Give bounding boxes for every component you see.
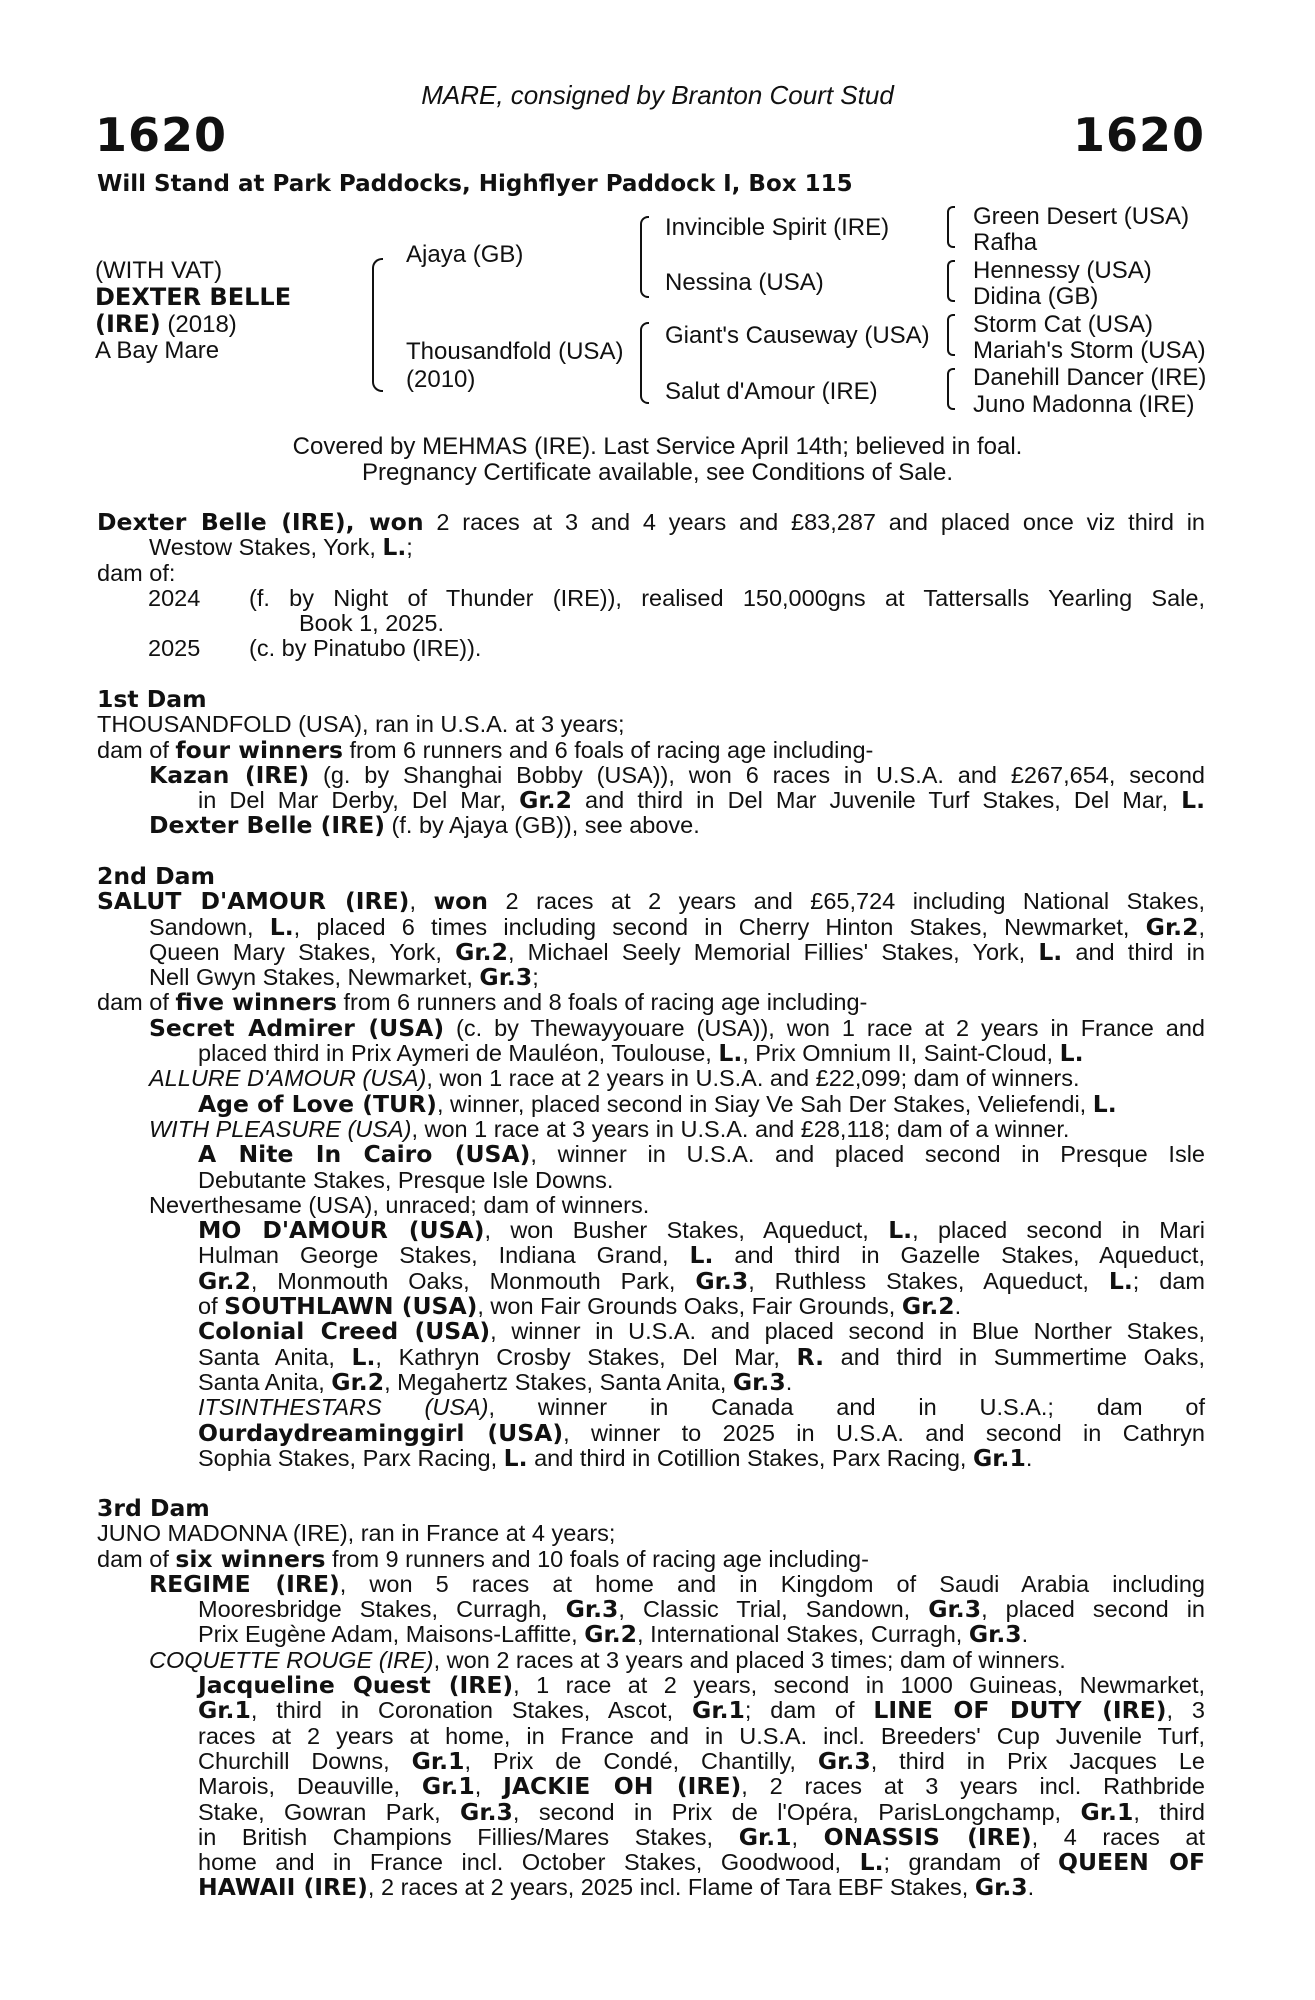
dam2-line — [97, 1395, 1205, 1420]
text: . — [785, 1368, 793, 1395]
year-2024: 2024 — [148, 584, 201, 611]
dam2-line — [97, 937, 1205, 966]
bold-text: Gr.1 — [421, 1772, 475, 1801]
bold-text: Ourdaydreaminggirl (USA) — [198, 1418, 564, 1447]
text: JUNO MADONNA (IRE), ran in France at 4 years; — [97, 1520, 616, 1547]
text: and third in Summertime Oaks, — [824, 1343, 1205, 1370]
text: , International Stakes, Curragh, — [637, 1621, 969, 1648]
dam2-line — [97, 1142, 1205, 1167]
text: ; — [532, 964, 539, 991]
text: Prix Eugène Adam, Maisons-Laffitte, — [198, 1621, 585, 1648]
text: and third in — [1062, 938, 1205, 965]
horse-suffix-year — [95, 310, 237, 339]
bold-text: Gr.2 — [1145, 912, 1199, 941]
text: , Monmouth Oaks, Monmouth Park, — [250, 1267, 696, 1294]
text: Sophia Stakes, Parx Racing, — [198, 1444, 504, 1471]
third-dam-section — [97, 1496, 1205, 1901]
text: , Classic Trial, Sandown, — [618, 1596, 929, 1623]
text: , second in Prix de l'Opéra, ParisLongchamp, — [512, 1798, 1081, 1825]
dam-sire: Giant's Causeway (USA) — [665, 322, 930, 349]
dam3-line — [97, 1797, 1206, 1826]
text: , third in Coronation Stakes, Ascot, — [250, 1697, 693, 1724]
dam2-line — [97, 1294, 1205, 1319]
produce-section — [97, 510, 1205, 662]
text: . — [1025, 1444, 1033, 1471]
text: , 4 races at — [1031, 1823, 1206, 1850]
year-2025: 2025 — [148, 635, 201, 662]
text: , won Busher Stakes, Aqueduct, — [484, 1217, 889, 1244]
bold-text: Gr.3 — [817, 1746, 871, 1775]
dam2-line — [97, 889, 1205, 914]
dam3-line — [97, 1875, 1205, 1900]
produce-line-2 — [97, 535, 1205, 560]
sire-sire-sire: Green Desert (USA) — [973, 203, 1190, 230]
third-dam-lines — [97, 1521, 1205, 1900]
text: and third in Gazelle Stakes, Aqueduct, — [713, 1242, 1205, 1269]
b: Kazan (IRE) — [149, 760, 310, 789]
text: Neverthesame (USA), unraced; dam of winners. — [149, 1191, 650, 1218]
first-dam-line-5 — [97, 813, 1205, 838]
text: ; dam of — [744, 1697, 874, 1724]
dam2-line — [97, 990, 1205, 1015]
bold-text: Gr.3 — [968, 1620, 1022, 1649]
pedigree-brace-4b — [947, 260, 955, 302]
bold-text: L. — [1108, 1266, 1133, 1295]
sire-sire-dam: Rafha — [973, 229, 1038, 256]
text: and third in Cotillion Stakes, Parx Racing, — [527, 1444, 973, 1471]
dam3-line — [97, 1724, 1205, 1749]
dam2-line — [97, 1041, 1205, 1066]
text: , won Fair Grounds Oaks, Fair Grounds, — [477, 1293, 902, 1320]
dam3-line — [97, 1544, 1205, 1573]
produce-text: 2 races at 3 and 4 years and £83,287 and placed once viz third in — [436, 509, 1205, 535]
t: dam of — [97, 736, 176, 763]
first-dam-heading: 1st Dam — [97, 685, 207, 713]
dam-sire-sire: Storm Cat (USA) — [973, 311, 1154, 338]
pedigree-brace-4d — [947, 368, 955, 410]
text: Mooresbridge Stakes, Curragh, — [198, 1596, 566, 1623]
text: , won 5 races at home and in Kingdom of Saudi Arabia including — [339, 1570, 1205, 1597]
bold-text: A Nite In Cairo (USA) — [198, 1140, 531, 1169]
produce-race: Westow Stakes, York, — [149, 534, 383, 561]
text: , winner to 2025 in U.S.A. and second in Cathryn — [563, 1419, 1205, 1446]
bold-text: Gr.3 — [565, 1595, 619, 1624]
produce-2024-cont: Book 1, 2025. — [299, 610, 445, 637]
text: Stake, Gowran Park, — [198, 1798, 461, 1825]
dam3-line — [97, 1648, 1205, 1673]
pedigree-brace-main — [372, 258, 383, 392]
bold-text: REGIME (IRE) — [149, 1569, 340, 1598]
bold-text: JACKIE OH (IRE) — [503, 1772, 742, 1801]
bold-text: won — [433, 887, 489, 916]
bold-text: Gr.2 — [331, 1367, 385, 1396]
text: ; dam — [1132, 1267, 1205, 1294]
text: , — [409, 888, 434, 915]
pedigree-brace-dam — [640, 322, 649, 404]
text: , winner, placed second in Siay Ve Sah Der Stakes, Veliefendi, — [436, 1090, 1093, 1117]
pedigree-brace-4c — [947, 314, 955, 356]
dam-dam-sire: Danehill Dancer (IRE) — [973, 364, 1207, 391]
bold-text: Gr.3 — [695, 1266, 749, 1295]
dam2-line — [97, 1218, 1205, 1243]
horse-country: (IRE) — [95, 310, 161, 338]
produce-name: Dexter Belle (IRE), won — [97, 508, 424, 536]
bold-text: Secret Admirer (USA) — [149, 1013, 445, 1042]
text: , won 1 race at 2 years in U.S.A. and £22,099; dam of winners. — [426, 1065, 1080, 1092]
text: , third in Prix Jacques Le — [870, 1747, 1205, 1774]
sire-dam-sire: Hennessy (USA) — [973, 257, 1152, 284]
bold-text: QUEEN OF — [1057, 1848, 1206, 1877]
bold-text: L. — [888, 1216, 913, 1245]
bold-text: Gr.1 — [738, 1822, 792, 1851]
text: ; grandam of — [883, 1849, 1058, 1876]
text: , 3 — [1166, 1697, 1205, 1724]
b: Gr.2 — [519, 786, 572, 815]
lot-number-right: 1620 — [1072, 108, 1205, 162]
italic-text: COQUETTE ROUGE (IRE) — [149, 1646, 434, 1673]
bold-text: HAWAII (IRE) — [198, 1873, 368, 1902]
bold-text: L. — [269, 912, 294, 941]
dam2-line — [97, 1117, 1205, 1142]
dam3-line — [97, 1850, 1205, 1875]
bold-text: Gr.3 — [460, 1797, 513, 1826]
dam2-line — [97, 1319, 1205, 1344]
b: four winners — [175, 735, 343, 764]
text: , — [474, 1773, 504, 1800]
text: , 2 races at 2 years, 2025 incl. Flame of Tara EBF Stakes, — [367, 1874, 975, 1901]
text: placed third in Prix Aymeri de Mauléon, Toulouse, — [198, 1040, 719, 1067]
bold-text: Gr.3 — [928, 1595, 982, 1624]
bold-text: Gr.2 — [455, 937, 508, 966]
bold-text: SOUTHLAWN (USA) — [224, 1292, 478, 1321]
bold-text: L. — [503, 1443, 528, 1472]
dam3-line — [97, 1774, 1205, 1799]
dam2-line — [97, 1443, 1205, 1472]
dam-year: (2010) — [406, 366, 476, 393]
text: , won 1 race at 3 years in U.S.A. and £28,118; dam of a winner. — [411, 1115, 1070, 1142]
pedigree-brace-4a — [947, 206, 955, 248]
lot-number-left: 1620 — [95, 108, 228, 162]
text: , Megahertz Stakes, Santa Anita, — [384, 1368, 733, 1395]
covered-line: Covered by MEHMAS (IRE). Last Service April 14th; believed in foal. — [292, 433, 1023, 460]
horse-year: (2018) — [167, 311, 237, 338]
text: Nell Gwyn Stakes, Newmarket, — [149, 964, 480, 991]
text: Santa Anita, — [198, 1368, 332, 1395]
text: from 6 runners and 8 foals of racing age including- — [336, 989, 868, 1016]
t: from 6 runners and 6 foals of racing age including- — [343, 736, 874, 763]
bold-text: Gr.1 — [692, 1696, 745, 1725]
text: , winner in Canada and in U.S.A.; dam of — [488, 1394, 1205, 1421]
dam2-line — [97, 1168, 1205, 1193]
bold-text: L. — [1092, 1089, 1117, 1118]
bold-text: L. — [1059, 1039, 1084, 1068]
text: in British Champions Fillies/Mares Stakes, — [198, 1823, 739, 1850]
sire-dam-dam: Didina (GB) — [973, 283, 1099, 310]
italic-text: WITH PLEASURE (USA) — [149, 1115, 412, 1142]
produce-2025 — [97, 636, 1205, 661]
bold-text: L. — [718, 1039, 743, 1068]
bold-text: Gr.1 — [973, 1443, 1026, 1472]
dam2-line — [97, 1418, 1205, 1447]
t: in Del Mar Derby, Del Mar, — [198, 787, 520, 814]
text: , placed second in — [981, 1596, 1206, 1623]
dam3-line — [97, 1746, 1205, 1775]
bold-text: five winners — [175, 988, 337, 1017]
bold-text: ONASSIS (IRE) — [823, 1822, 1032, 1851]
b: Dexter Belle (IRE) — [149, 811, 385, 840]
text: , — [1198, 913, 1205, 940]
text: Churchill Downs, — [198, 1747, 412, 1774]
second-dam-heading: 2nd Dam — [97, 862, 215, 890]
dam2-line — [97, 1013, 1205, 1042]
dam2-line — [97, 912, 1205, 941]
text: , Ruthless Stakes, Aqueduct, — [748, 1267, 1109, 1294]
text: , 1 race at 2 years, second in 1000 Guineas, Newmarket, — [513, 1672, 1206, 1699]
text: , 2 races at 3 years incl. Rathbride — [741, 1773, 1205, 1800]
dam-sire-dam: Mariah's Storm (USA) — [973, 337, 1206, 364]
text: Sandown, — [149, 913, 270, 940]
first-dam-line-2 — [97, 735, 1205, 764]
first-dam-section — [97, 687, 1205, 839]
dam2-line — [97, 1089, 1205, 1118]
produce-line-1 — [97, 510, 1205, 535]
dam3-line — [97, 1521, 1205, 1546]
bold-text: Gr.1 — [411, 1746, 465, 1775]
bold-text: MO D'AMOUR (USA) — [198, 1216, 485, 1245]
text: dam of — [97, 989, 176, 1016]
bold-text: Gr.2 — [198, 1266, 251, 1295]
text-2024: (f. by Night of Thunder (IRE)), realised 150,000gns at Tattersalls Yearling Sale, — [249, 584, 1205, 611]
pregnancy-line: Pregnancy Certificate available, see Conditions of Sale. — [362, 459, 953, 486]
text: , Prix de Condé, Chantilly, — [464, 1747, 818, 1774]
text: Queen Mary Stakes, York, — [149, 938, 456, 965]
bold-text: SALUT D'AMOUR (IRE) — [97, 887, 410, 916]
bold-text: Gr.3 — [479, 963, 533, 992]
text: Debutante Stakes, Presque Isle Downs. — [198, 1166, 614, 1193]
text: , Prix Omnium II, Saint-Cloud, — [742, 1040, 1060, 1067]
b: L. — [1181, 786, 1205, 815]
dam2-line — [97, 1266, 1205, 1295]
text: , third — [1133, 1798, 1206, 1825]
dam2-line — [97, 1193, 1205, 1218]
produce-damof: dam of: — [97, 559, 176, 586]
text-2025: (c. by Pinatubo (IRE)). — [249, 635, 482, 662]
text: home and in France incl. October Stakes, Goodwood, — [198, 1849, 860, 1876]
bold-text: Gr.1 — [198, 1696, 251, 1725]
text: , placed 6 times including second in Cherry Hinton Stakes, Newmarket, — [293, 913, 1146, 940]
bold-text: Gr.3 — [732, 1367, 786, 1396]
sire-dam: Nessina (USA) — [665, 269, 824, 296]
dam2-line — [97, 1243, 1205, 1268]
horse-description: A Bay Mare — [95, 337, 220, 364]
text: , Michael Seely Memorial Fillies' Stakes, York, — [507, 938, 1039, 965]
dam3-line — [97, 1597, 1205, 1622]
bold-text: Age of Love (TUR) — [198, 1089, 437, 1118]
italic-text: ITSINTHESTARS (USA) — [198, 1394, 489, 1421]
text: . — [954, 1293, 962, 1320]
text: . — [1021, 1621, 1029, 1648]
t: (g. by Shanghai Bobby (USA)), won 6 races in U.S.A. and £267,654, second — [309, 761, 1205, 788]
text: , — [791, 1823, 824, 1850]
dam3-line — [97, 1822, 1206, 1851]
bold-text: Gr.3 — [974, 1873, 1028, 1902]
bold-text: Gr.1 — [1080, 1797, 1134, 1826]
produce-grade: L. — [382, 533, 407, 562]
stand-location: Will Stand at Park Paddocks, Highflyer Paddock I, Box 115 — [97, 171, 853, 197]
italic-text: ALLURE D'AMOUR (USA) — [149, 1065, 427, 1092]
dam: Thousandfold (USA) — [406, 338, 624, 365]
bold-text: L. — [1038, 937, 1063, 966]
bold-text: six winners — [175, 1544, 326, 1573]
text: , placed second in Mari — [912, 1217, 1205, 1244]
produce-2024 — [97, 586, 1205, 611]
pedigree-brace-sire — [640, 216, 649, 298]
bold-text: Gr.2 — [901, 1292, 955, 1321]
consignor-line: MARE, consigned by Branton Court Stud — [421, 80, 894, 110]
bold-text: Gr.2 — [584, 1620, 638, 1649]
first-dam-line-3 — [97, 760, 1205, 789]
horse-name: DEXTER BELLE — [95, 283, 292, 311]
bold-text: Colonial Creed (USA) — [198, 1317, 491, 1346]
dam3-line — [97, 1569, 1205, 1598]
text: Santa Anita, — [198, 1343, 352, 1370]
first-dam-line-4 — [97, 788, 1205, 813]
text: from 9 runners and 10 foals of racing age including- — [325, 1545, 869, 1572]
bold-text: LINE OF DUTY (IRE) — [873, 1696, 1167, 1725]
text: Marois, Deauville, — [198, 1773, 422, 1800]
bold-text: L. — [689, 1241, 714, 1270]
dam-dam-dam: Juno Madonna (IRE) — [973, 391, 1195, 418]
dam2-line — [97, 1066, 1205, 1091]
text: Hulman George Stakes, Indiana Grand, — [198, 1242, 690, 1269]
sire-sire: Invincible Spirit (IRE) — [665, 214, 890, 241]
sire: Ajaya (GB) — [406, 241, 524, 268]
bold-text: Jacqueline Quest (IRE) — [198, 1671, 514, 1700]
dam2-line — [97, 1342, 1205, 1371]
text: races at 2 years at home, in France and in U.S.A. incl. Breeders' Cup Juvenile Turf, — [198, 1722, 1205, 1749]
vat-note: (WITH VAT) — [95, 257, 223, 284]
third-dam-heading: 3rd Dam — [97, 1494, 210, 1522]
produce-punct: ; — [406, 534, 413, 561]
dam3-line — [97, 1673, 1205, 1698]
dam3-line — [97, 1698, 1205, 1723]
text: , winner in U.S.A. and placed second in Blue Norther Stakes, — [490, 1318, 1205, 1345]
text: , won 2 races at 3 years and placed 3 times; dam of winners. — [433, 1646, 1066, 1673]
text: 2 races at 2 years and £65,724 including National Stakes, — [488, 888, 1206, 915]
second-dam-section — [97, 864, 1205, 1471]
bold-text: L. — [351, 1342, 376, 1371]
dam2-line — [97, 965, 1205, 990]
dam-dam: Salut d'Amour (IRE) — [665, 378, 878, 405]
dam3-line — [97, 1622, 1205, 1647]
text: . — [1027, 1874, 1035, 1901]
text: , winner in U.S.A. and placed second in Presque Isle — [530, 1141, 1205, 1168]
text: of — [198, 1293, 225, 1320]
text: dam of — [97, 1545, 176, 1572]
second-dam-lines — [97, 889, 1205, 1471]
bold-text: L. — [859, 1848, 884, 1877]
t: and third in Del Mar Juvenile Turf Stakes, Del Mar, — [571, 787, 1182, 814]
text: (c. by Thewayyouare (USA)), won 1 race at 2 years in France and — [444, 1014, 1205, 1041]
t: (f. by Ajaya (GB)), see above. — [385, 812, 700, 839]
bold-text: R. — [796, 1342, 825, 1371]
first-dam-line-1: THOUSANDFOLD (USA), ran in U.S.A. at 3 years; — [97, 711, 625, 738]
text: , Kathryn Crosby Stakes, Del Mar, — [375, 1343, 797, 1370]
dam2-line — [97, 1367, 1205, 1396]
